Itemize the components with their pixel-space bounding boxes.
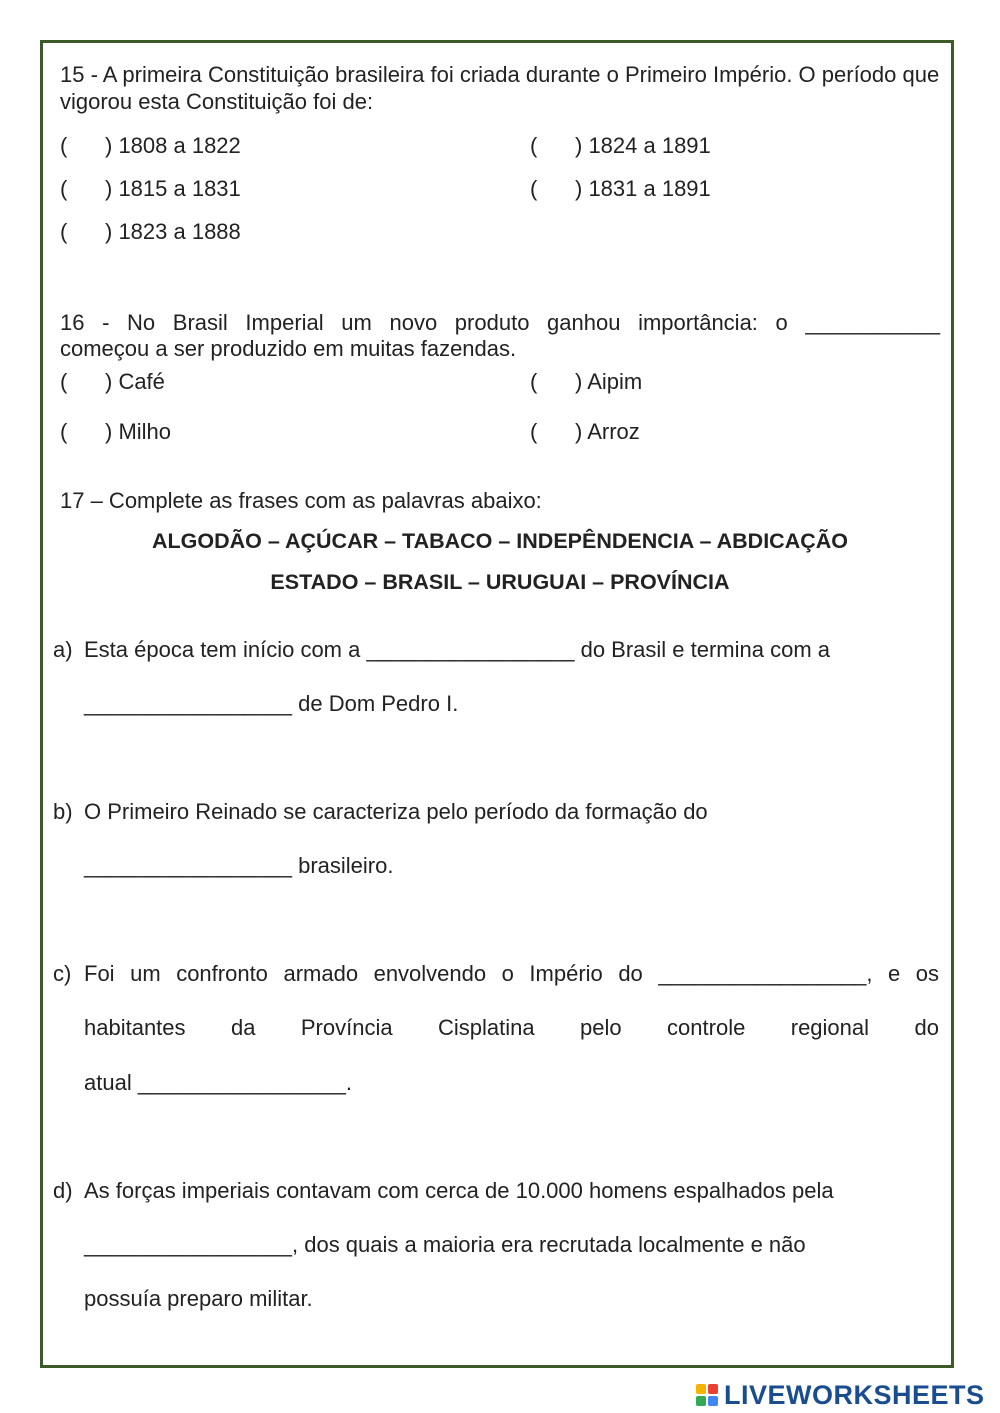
question-16-line-1: 16 - No Brasil Imperial um novo produto ganhou importância: o ___________	[60, 310, 940, 335]
checkbox-paren: (	[530, 369, 538, 394]
option-label: ) 1808 a 1822	[105, 133, 241, 158]
item-d-line-2: _________________, dos quais a maioria era recrutada localmente e não	[84, 1232, 806, 1257]
q16-option-milho[interactable]	[60, 419, 171, 445]
logo-square	[708, 1384, 718, 1394]
checkbox-paren: (	[60, 176, 68, 201]
item-c-line-2	[84, 1015, 939, 1041]
item-c-line-1: Foi um confronto armado envolvendo o Império do _________________, e os	[84, 961, 939, 986]
q15-option-1808-1822[interactable]	[60, 133, 241, 159]
q16-option-cafe[interactable]	[60, 369, 165, 395]
item-d-line-1: As forças imperiais contavam com cerca de 10.000 homens espalhados pela	[84, 1178, 834, 1203]
option-label: ) Milho	[105, 419, 172, 444]
option-label: ) Café	[105, 369, 165, 394]
word: da	[230, 1015, 256, 1040]
item-a-line-2: _________________ de Dom Pedro I.	[84, 691, 459, 716]
option-label: ) Arroz	[575, 419, 640, 444]
checkbox-paren: (	[530, 133, 538, 158]
word: Província	[300, 1015, 393, 1040]
item-d-line-3: possuía preparo militar.	[84, 1286, 313, 1311]
checkbox-paren: (	[60, 133, 68, 158]
word: Cisplatina	[438, 1015, 535, 1040]
item-a-label: a)	[53, 637, 73, 662]
word: regional	[790, 1015, 870, 1040]
word: pelo	[580, 1015, 622, 1040]
option-label: ) 1824 a 1891	[575, 133, 711, 158]
logo-square	[696, 1396, 706, 1406]
word-bank-line-2: ESTADO – BRASIL – URUGUAI – PROVÍNCIA	[270, 570, 730, 594]
checkbox-paren: (	[60, 369, 68, 394]
item-d-label: d)	[53, 1178, 73, 1203]
checkbox-paren: (	[60, 419, 68, 444]
logo-squares-icon	[696, 1384, 718, 1406]
option-label: ) 1823 a 1888	[105, 219, 241, 244]
q15-option-1824-1891[interactable]	[530, 133, 711, 159]
checkbox-paren: (	[530, 176, 538, 201]
liveworksheets-logo[interactable]	[696, 1380, 985, 1410]
option-label: ) 1815 a 1831	[105, 176, 241, 201]
checkbox-paren: (	[60, 219, 68, 244]
checkbox-paren: (	[530, 419, 538, 444]
word: do	[914, 1015, 939, 1040]
item-a-line-1: Esta época tem início com a _________________ do Brasil e termina com a	[84, 637, 831, 662]
option-label: ) Aipim	[575, 369, 643, 394]
q16-option-aipim[interactable]	[530, 369, 642, 395]
item-b-line-1: O Primeiro Reinado se caracteriza pelo período da formação do	[84, 799, 708, 824]
question-17-title: 17 – Complete as frases com as palavras abaixo:	[60, 488, 542, 513]
word-bank-line-1: ALGODÃO – AÇÚCAR – TABACO – INDEPÊNDENCIA – ABDICAÇÃO	[151, 529, 848, 553]
option-label: ) 1831 a 1891	[575, 176, 711, 201]
logo-square	[708, 1396, 718, 1406]
q15-option-1815-1831[interactable]	[60, 176, 241, 202]
q16-option-arroz[interactable]	[530, 419, 640, 445]
item-b-label: b)	[53, 799, 73, 824]
item-b-line-2: _________________ brasileiro.	[84, 853, 394, 878]
word: habitantes	[84, 1015, 186, 1040]
logo-text: LIVEWORKSHEETS	[724, 1379, 985, 1410]
question-16-line-2: começou a ser produzido em muitas fazendas.	[60, 336, 517, 361]
question-15-title: 15 - A primeira Constituição brasileira foi criada durante o Primeiro Império. O período que vigorou esta Constituição foi de:	[60, 62, 940, 114]
q15-option-1823-1888[interactable]	[60, 219, 241, 245]
item-c-label: c)	[53, 961, 72, 986]
word: controle	[667, 1015, 746, 1040]
q15-option-1831-1891[interactable]	[530, 176, 711, 202]
logo-square	[696, 1384, 706, 1394]
item-c-line-3: atual _________________.	[84, 1070, 352, 1095]
